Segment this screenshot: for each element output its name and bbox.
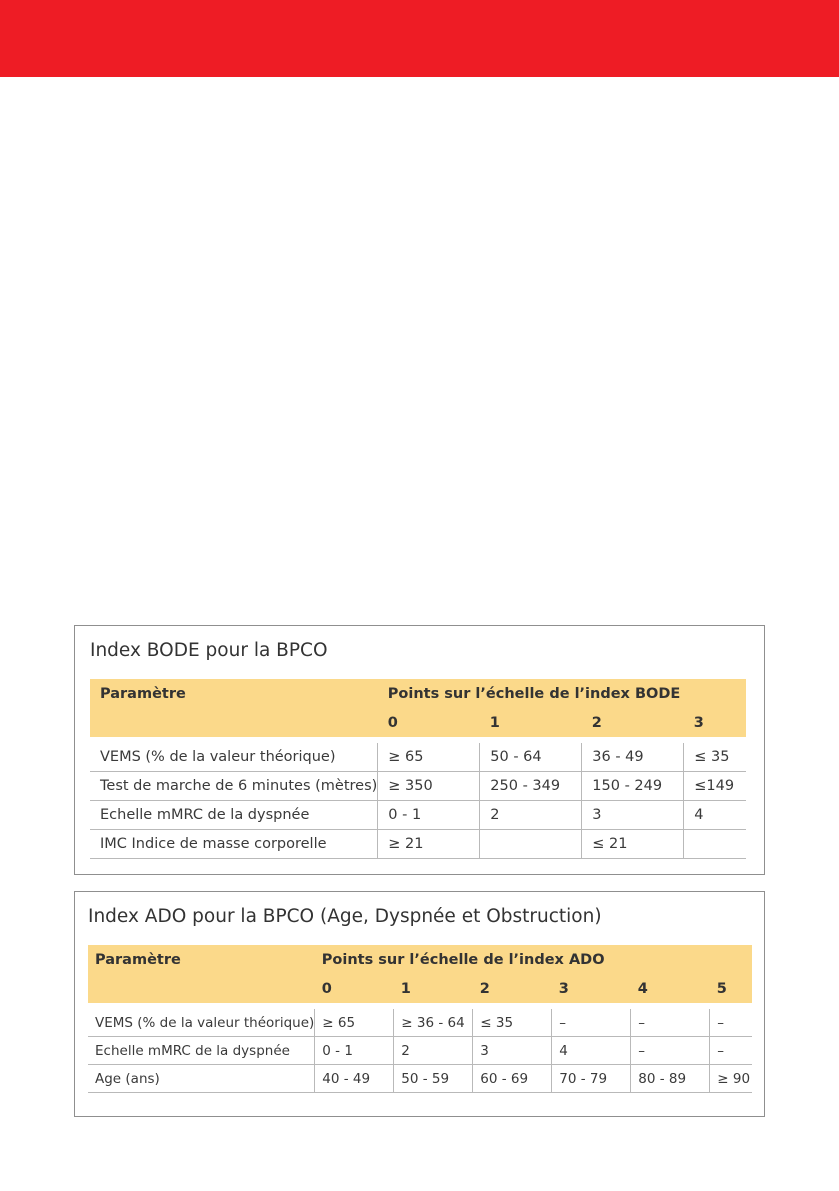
cell: ≤ 35	[473, 1006, 552, 1037]
cell: 50 - 64	[480, 740, 582, 772]
table-row	[88, 1037, 752, 1065]
cell: 0 - 1	[378, 801, 480, 830]
ado-point-4: 4	[631, 974, 710, 1006]
cell: 60 - 69	[473, 1065, 552, 1093]
ado-point-5: 5	[710, 974, 752, 1006]
bode-header-points: Points sur l’échelle de l’index BODE	[378, 679, 746, 708]
ado-points-row	[88, 974, 752, 1006]
bode-point-2: 2	[582, 708, 684, 740]
ado-point-0: 0	[315, 974, 394, 1006]
table-row	[90, 740, 746, 772]
cell: 4	[552, 1037, 631, 1065]
table-row	[90, 772, 746, 801]
cell: ≥ 65	[378, 740, 480, 772]
cell: –	[552, 1006, 631, 1037]
row-label: Echelle mMRC de la dyspnée	[90, 801, 378, 830]
bode-point-3: 3	[684, 708, 746, 740]
ado-point-2: 2	[473, 974, 552, 1006]
table-row	[88, 1006, 752, 1037]
cell: ≤149	[684, 772, 746, 801]
bode-header-row	[90, 679, 746, 708]
row-label: IMC Indice de masse corporelle	[90, 830, 378, 859]
ado-index-box	[74, 891, 765, 1117]
bode-title: Index BODE pour la BPCO	[90, 640, 328, 661]
cell: 150 - 249	[582, 772, 684, 801]
table-row	[90, 830, 746, 859]
bode-point-0: 0	[378, 708, 480, 740]
cell: –	[631, 1006, 710, 1037]
bode-point-1: 1	[480, 708, 582, 740]
row-label: Age (ans)	[88, 1065, 315, 1093]
row-label: Echelle mMRC de la dyspnée	[88, 1037, 315, 1065]
cell: ≤ 21	[582, 830, 684, 859]
cell	[480, 830, 582, 859]
row-label: VEMS (% de la valeur théorique)	[90, 740, 378, 772]
cell: –	[710, 1006, 752, 1037]
cell: ≥ 21	[378, 830, 480, 859]
bode-index-box	[74, 625, 765, 875]
cell: 50 - 59	[394, 1065, 473, 1093]
cell: –	[710, 1037, 752, 1065]
ado-table	[88, 945, 752, 1093]
cell: ≥ 350	[378, 772, 480, 801]
ado-header-points: Points sur l’échelle de l’index ADO	[315, 945, 752, 974]
bode-points-row	[90, 708, 746, 740]
cell: ≤ 35	[684, 740, 746, 772]
cell: 0 - 1	[315, 1037, 394, 1065]
cell: 2	[394, 1037, 473, 1065]
row-label: VEMS (% de la valeur théorique)	[88, 1006, 315, 1037]
cell: 40 - 49	[315, 1065, 394, 1093]
row-label: Test de marche de 6 minutes (mètres)	[90, 772, 378, 801]
cell: 80 - 89	[631, 1065, 710, 1093]
cell: 3	[473, 1037, 552, 1065]
cell: ≥ 90	[710, 1065, 752, 1093]
cell: 36 - 49	[582, 740, 684, 772]
ado-header-row	[88, 945, 752, 974]
cell: ≥ 65	[315, 1006, 394, 1037]
cell: 250 - 349	[480, 772, 582, 801]
cell	[684, 830, 746, 859]
ado-point-1: 1	[394, 974, 473, 1006]
cell: 4	[684, 801, 746, 830]
ado-point-3: 3	[552, 974, 631, 1006]
cell: 3	[582, 801, 684, 830]
bode-table	[90, 679, 746, 859]
cell: –	[631, 1037, 710, 1065]
ado-title: Index ADO pour la BPCO (Age, Dyspnée et Obstruction)	[88, 906, 602, 927]
table-row	[90, 801, 746, 830]
table-row	[88, 1065, 752, 1093]
top-red-band	[0, 0, 839, 77]
cell: 2	[480, 801, 582, 830]
bode-header-param: Paramètre	[90, 679, 378, 708]
cell: ≥ 36 - 64	[394, 1006, 473, 1037]
bode-points-blank	[90, 708, 378, 740]
ado-points-blank	[88, 974, 315, 1006]
cell: 70 - 79	[552, 1065, 631, 1093]
ado-header-param: Paramètre	[88, 945, 315, 974]
